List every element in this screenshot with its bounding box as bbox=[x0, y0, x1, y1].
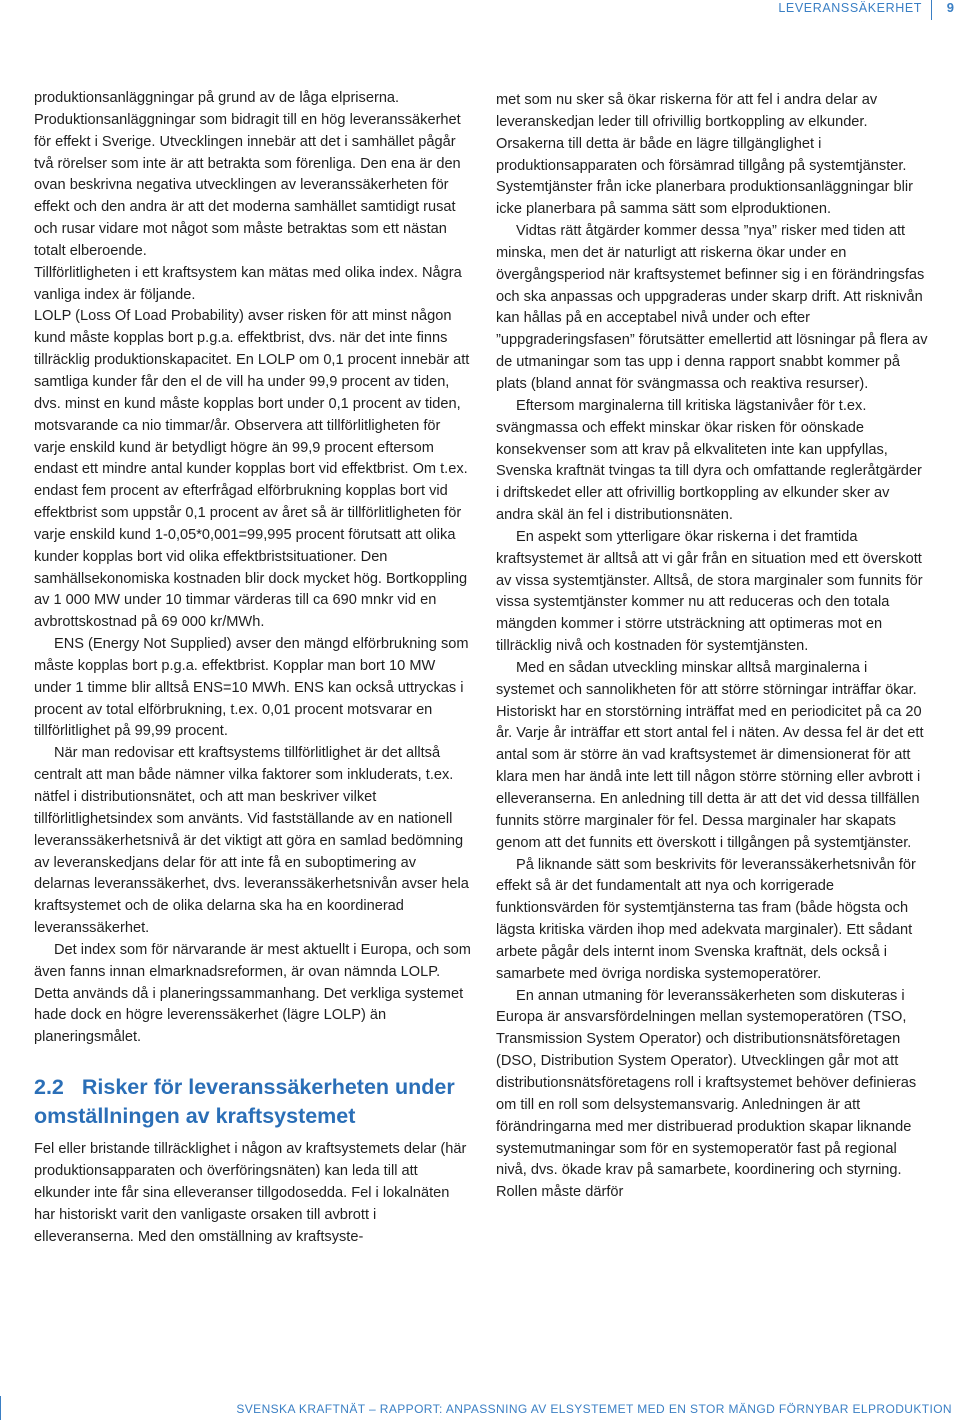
page-header bbox=[0, 0, 960, 18]
section-number: 2.2 bbox=[34, 1075, 64, 1100]
page-number: 9 bbox=[946, 0, 954, 15]
paragraph: En aspekt som ytterligare ökar riskerna i det framtida kraftsystemet är alltså att vi går från en situation med ett överskott av vissa systemtjänster. Alltså, de stora marginaler som funnits för vissa systemtjänster kommer nu att reduceras och den totala mängden kommer i större utsträckning att optimeras mot en tillräcklig nivå och kostnaden för systemtjänsten. bbox=[496, 528, 923, 655]
paragraph: Tillförlitligheten i ett kraftsystem kan mätas med olika index. Några vanliga index är följande. bbox=[34, 264, 462, 303]
footer-divider bbox=[0, 1396, 1, 1420]
paragraph: På liknande sätt som beskrivits för leveranssäkerhetsnivån för effekt så är det fundamentalt att nya och korrigerade funktionsvärden för systemtjänsterna tas fram (både högsta och lägsta kritiska värden ihop med adekvata marginaler). Ett sådant arbete pågår dels internt inom Svenska kraftnät, dels också i samarbete med övriga nordiska systemoperatörer. bbox=[496, 856, 916, 982]
paragraph: met som nu sker så ökar riskerna för att fel i andra delar av leveranskedjan leder till ofrivillig bortkoppling av elkunder. Orsakerna till detta är både en lägre tillgänglighet i produktionsapparaten och försämrad tillgång på systemtjänster. Systemtjänster från icke planerbara produktionsanläggningar blir icke planerbara på samma sätt som elproduktionen. bbox=[496, 92, 913, 218]
running-title: LEVERANSSÄKERHET bbox=[778, 1, 922, 15]
paragraph: produktionsanläggningar på grund av de låga elpriserna. Produktionsanläggningar som bidragit till en hög leveranssäkerhet för effekt i Sverige. Utvecklingen innebär att det i samhället pågår två rörelser som inte är att betrakta som förenliga. Den ena är den ovan beskrivna negativa utvecklingen av leveranssäkerheten för effekt och den andra är att det moderna samhället samtidigt rusat och rusar vidare mot något som måste betraktas som ett nästan totalt elberoende. bbox=[34, 90, 461, 259]
paragraph: Det index som för närvarande är mest aktuellt i Europa, och som även fanns innan elmarknadsreformen, är ovan nämnda LOLP. Detta används då i planeringssammanhang. Det verkliga systemet hade dock en högre leverenssäkerhet (lägre LOLP) än planeringsmålet. bbox=[34, 941, 471, 1046]
paragraph: Med en sådan utveckling minskar alltså marginalerna i systemet och sannolikheten för att större störningar inträffar ökar. Historiskt har en storstörning inträffat med en periodicitet på ca 20 år. Varje år inträffar ett stort antal fel i näten. Av dessa fel är det ett antal som är större än vad kraftsystemet är dimensionerat för att klara men har ändå inte lett till någon större störning eller avbrott i elleveranserna. En anledning till detta är att det vid dessa tillfällen funnits större marginaler för fel. Dessa marginaler har skapats genom att det funnits ett överskott i tillgången på systemtjänster. bbox=[496, 659, 924, 851]
footer-text: SVENSKA KRAFTNÄT – RAPPORT: ANPASSNING AV ELSYSTEMET MED EN STOR MÄNGD FÖRNYBAR ELPRODUKTION bbox=[236, 1402, 952, 1416]
paragraph: Eftersom marginalerna till kritiska lägstanivåer för t.ex. svängmassa och effekt minskar ökar risken för oönskade konsekvenser som att krav på elkvaliteten inte kan uppfyllas, Svenska kraftnät tvingas ta till dyra och omfattande regleråtgärder i driftskedet eller att ofrivillig bortkoppling av elkunder sker av andra skäl än fel i distributionsnäten. bbox=[496, 397, 922, 524]
paragraph: Fel eller bristande tillräcklighet i någon av kraftsystemets delar (här produktionsapparaten och överföringsnäten) kan leda till att elkunder inte får sina elleveranser tillgodosedda. Fel i lokalnäten har historiskt varit den vanligaste orsaken till avbrott i elleveranserna. Med den omställning av kraftsyste- bbox=[34, 1141, 467, 1245]
paragraph: Vidtas rätt åtgärder kommer dessa ”nya” risker med tiden att minska, men det är naturligt att riskerna ökar under en övergångsperiod när kraftsystemet befinner sig i en förändringsfas och ska anpassas och uppgraderas under skarp drift. Att risknivån kan hållas på en acceptabel nivå under och efter ”uppgraderingsfasen” förutsätter emellertid att lösningar på flera av de utmaningar som tas upp i denna rapport snabbt kommer på plats (bland annat för svängmassa och reaktiva resurser). bbox=[496, 223, 928, 392]
header-divider bbox=[931, 0, 932, 20]
right-column bbox=[496, 90, 928, 1204]
section-heading bbox=[34, 1073, 472, 1131]
paragraph: En annan utmaning för leveranssäkerheten som diskuteras i Europa är ansvarsfördelningen mellan systemoperatören (TSO, Transmission System Operator) och distributionsnätsföretagen (DSO, Distribution System Operator). Utvecklingen går mot att distributionsnätsföretagens roll i kraftsystemet behöver definieras om till en roll som delsystemansvarig. Anledningen är att förändringarna med mer distribuerad produktion skapar liknande systemutmaningar som för en systemoperatör fast på regional nivå, dvs. ökade krav på samarbete, koordinering och styrning. Rollen måste därför bbox=[496, 987, 917, 1201]
paragraph: ENS (Energy Not Supplied) avser den mängd elförbrukning som måste kopplas bort p.g.a. effektbrist. Kopplar man bort 10 MW under 1 timme blir alltså ENS=10 MWh. ENS kan också uttryckas i procent av total elförbrukning, t.ex. 0,01 procent motsvarar en tillförlitlighet på 99,99 procent. bbox=[34, 636, 469, 740]
section-title: Risker för leveranssäkerheten under omställningen av kraftsystemet bbox=[34, 1075, 455, 1129]
page-footer bbox=[0, 1396, 960, 1420]
paragraph: När man redovisar ett kraftsystems tillförlitlighet är det alltså centralt att man både nämner vilka faktorer som inkluderats, t.ex. nätfel i distributionsnätet, och att man beskriver vilket tillförlitlighetsindex som använts. Vid fastställande av en nationell leveranssäkerhetsnivå är det viktigt att göra en samlad bedömning av leveranskedjans delar för att inte få en suboptimering av delarnas leveranssäkerhet, dvs. leveranssäkerhetsnivån avser hela kraftsystemet och de olika delarna ska ha en koordinerad leveranssäkerhet. bbox=[34, 745, 469, 937]
left-column bbox=[34, 88, 472, 1248]
paragraph: LOLP (Loss Of Load Probability) avser risken för att minst någon kund måste kopplas bort p.g.a. effektbrist, dvs. när det inte finns tillräcklig produktionskapacitet. En LOLP om 0,1 procent innebär att samtliga kunder får den el de vill ha under 99,9 procent av tiden, dvs. minst en kund måste kopplas bort under 0,1 procent av tiden, motsvarande ca nio timmar/år. Observera att tillförlitligheten för varje enskild kund är betydligt högre än 99,9 procent eftersom endast ett mindre antal kunder kopplas bort vid effektbrist. Om t.ex. endast fem procent av efterfrågad elförbrukning kopplas bort vid effektbrist som uppstår 0,1 procent av året så är tillförlitligheten för varje enskild kund 1-0,05*0,001=99,995 procent förutsatt att olika kunder kopplas bort vid olika effektbristsituationer. Den samhällsekonomiska kostnaden blir dock mycket hög. Bortkoppling av 1 000 MW under 10 timmar värderas till ca 690 mnkr vid en avbrottskostnad på 69 000 kr/MWh. bbox=[34, 308, 470, 631]
